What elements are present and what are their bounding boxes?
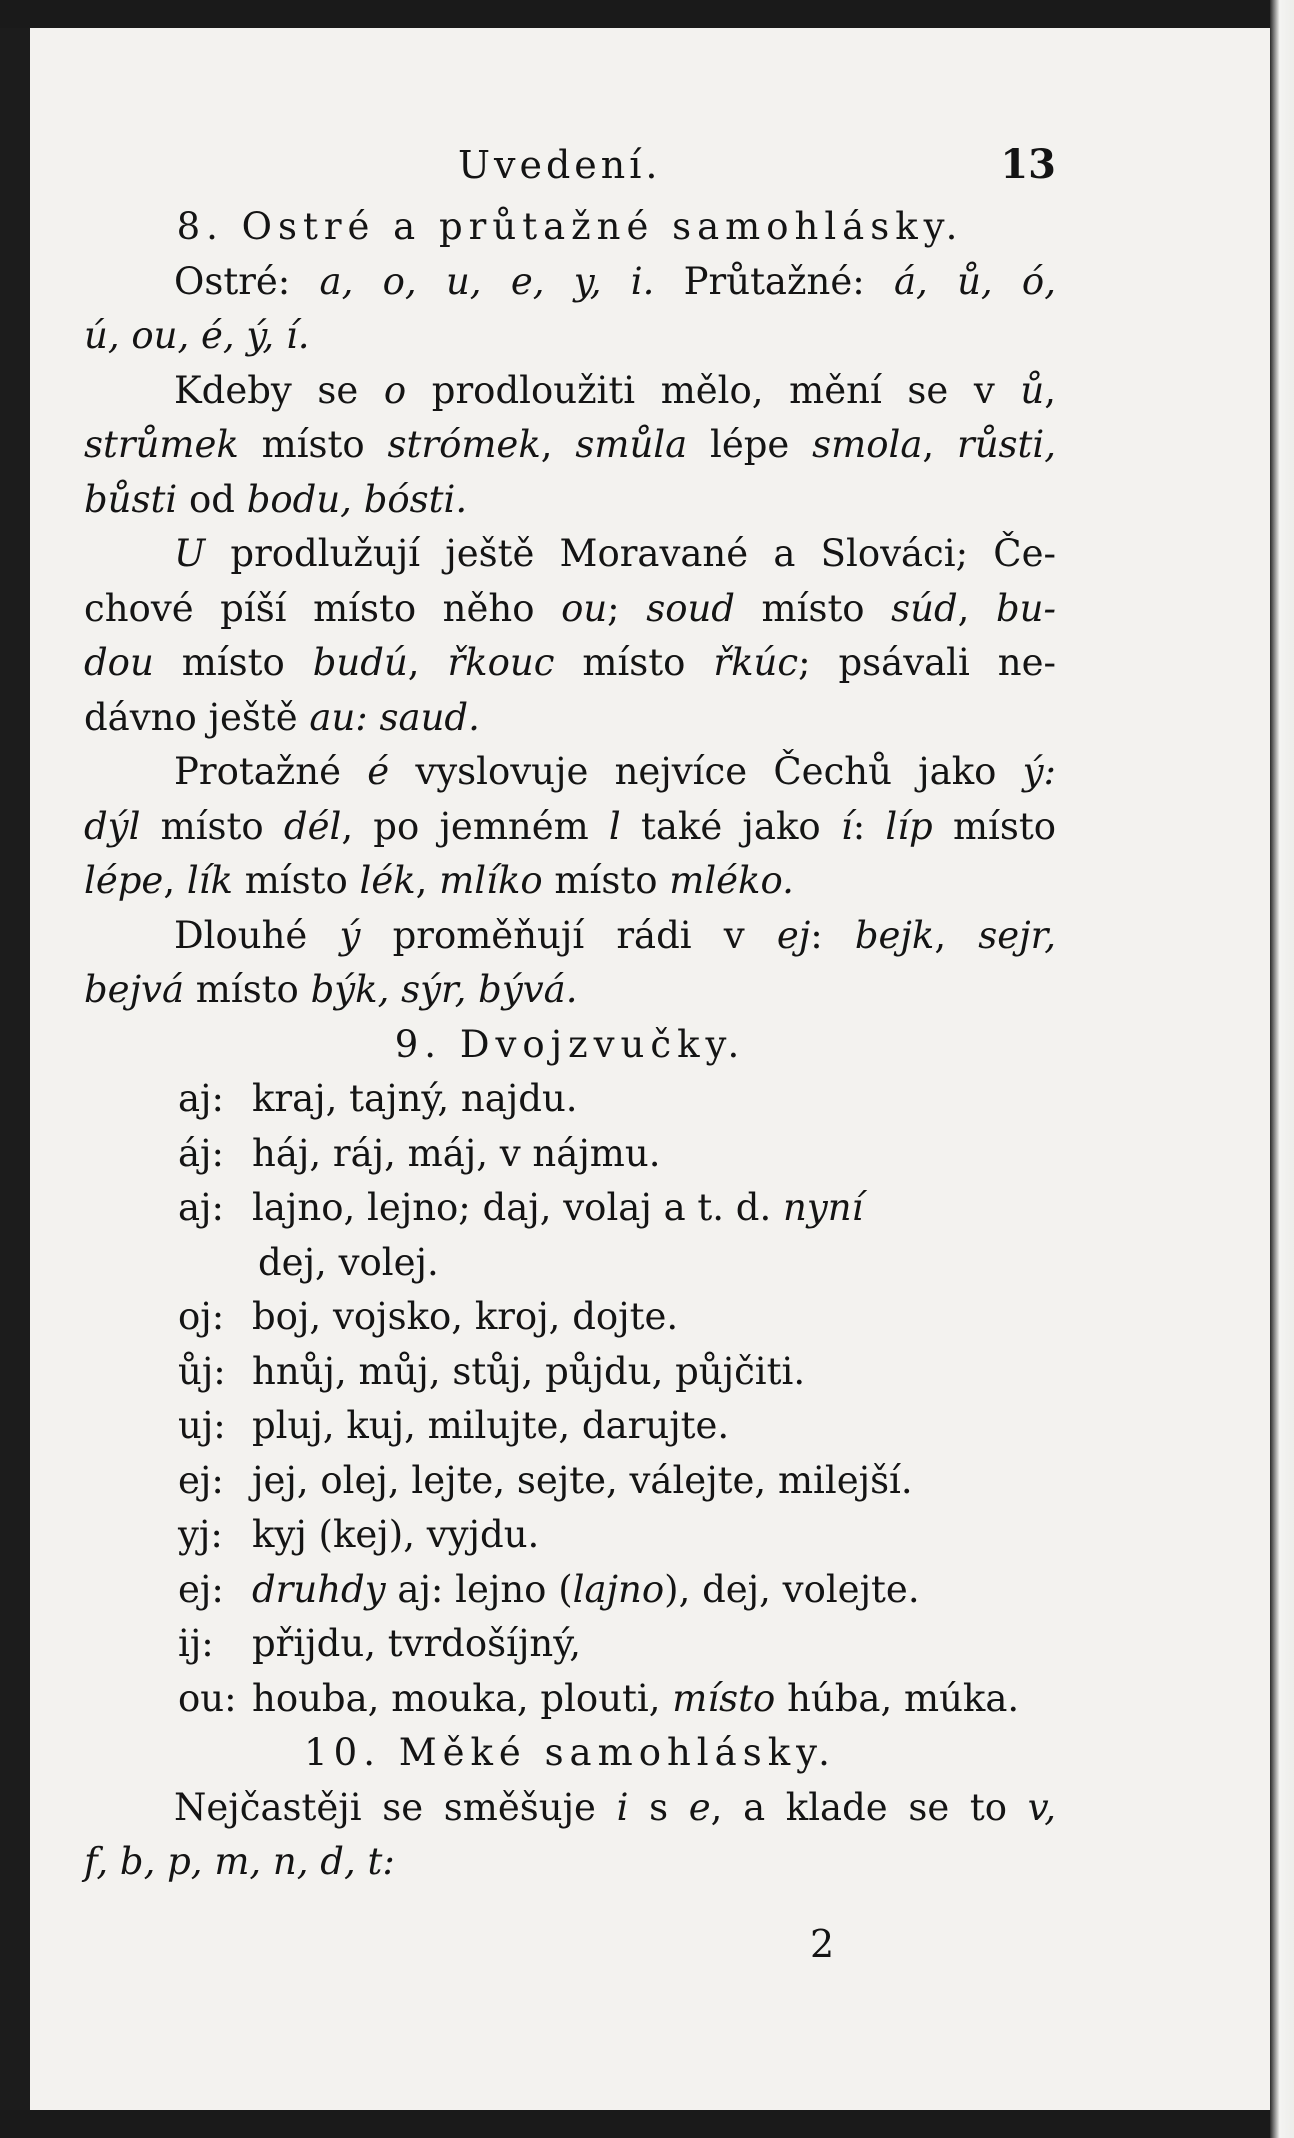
diphthong-key: ou:: [178, 1676, 237, 1720]
diphthong-key: áj:: [178, 1131, 224, 1175]
diphthong-row: [84, 1127, 1056, 1182]
diphthong-examples: húba, múka.: [775, 1676, 1020, 1720]
diphthong-row: [84, 1399, 1056, 1454]
s8-line-10: Protažné é vyslovuje nejvíce Čechů jako ý:: [174, 750, 1056, 793]
diphthong-examples: kraj, tajný, najdu.: [252, 1077, 578, 1120]
diphthong-examples: přijdu, tvrdošíjný,: [252, 1622, 582, 1665]
s8-line-5: bůsti od bodu, bósti.: [84, 477, 468, 521]
diphthong-key: aj:: [178, 1186, 224, 1229]
scan-right-edge: [1270, 0, 1294, 2138]
diphthong-row: [84, 1617, 1056, 1672]
diphthong-row: [84, 1290, 1056, 1345]
section-8-heading: 8. Ostré a průtažné samohlásky.: [176, 205, 964, 248]
s8-line-2: ú, ou, é, ý, í.: [84, 314, 310, 357]
s8-line-4: strůmek místo strómek, smůla lépe smola, růsti,: [84, 423, 1056, 466]
diphthong-examples: místo: [672, 1676, 776, 1720]
diphthong-key: oj:: [178, 1295, 225, 1338]
diphthong-key: ůj:: [178, 1349, 226, 1393]
diphthong-key: ij:: [178, 1622, 214, 1665]
s8-line-6: U prodlužují ještě Moravané a Slováci; Če-: [174, 532, 1056, 575]
diphthong-examples: druhdy: [252, 1567, 386, 1611]
diphthong-examples: ), dej, volejte.: [664, 1567, 920, 1611]
diphthong-examples: lajno: [572, 1567, 665, 1611]
header-title: Uvedení.: [458, 142, 662, 187]
s8-line-3: Kdeby se o prodloužiti mělo, mění se v ů,: [174, 368, 1056, 412]
scan-left-edge: [0, 28, 30, 2110]
running-header: [84, 130, 1056, 200]
diphthong-key: yj:: [178, 1513, 223, 1556]
page-number: 13: [1000, 140, 1056, 188]
diphthong-examples: jej, olej, lejte, sejte, válejte, milejší.: [252, 1458, 913, 1502]
s10-line-2: f, b, p, m, n, d, t:: [84, 1840, 395, 1883]
diphthong-examples: pluj, kuj, milujte, darujte.: [252, 1404, 730, 1447]
s8-line-13: Dlouhé ý proměňují rádi v ej: bejk, sejr,: [174, 913, 1057, 957]
s8-line-14: bejvá místo býk, sýr, bývá.: [84, 968, 578, 1011]
diphthong-row: [84, 1454, 1056, 1509]
diphthong-key: uj:: [178, 1404, 226, 1447]
s8-line-1: Ostré: a, o, u, e, y, i. Průtažné: á, ů, ó,: [174, 259, 1056, 303]
diphthong-row: [84, 1181, 1056, 1236]
diphthong-examples: boj, vojsko, kroj, dojte.: [252, 1295, 679, 1338]
diphthong-examples: háj, ráj, máj, v nájmu.: [252, 1131, 661, 1175]
s8-line-11: dýl místo dél, po jemném l také jako í: líp místo: [84, 804, 1056, 848]
diphthong-row: [84, 1072, 1056, 1127]
diphthong-row: [84, 1508, 1056, 1563]
diphthong-row: [84, 1236, 1056, 1291]
diphthong-examples: nyní: [783, 1186, 864, 1229]
diphthong-key: aj:: [178, 1077, 224, 1120]
text-column: [84, 130, 1056, 1890]
diphthong-row: [84, 1345, 1056, 1400]
diphthong-examples: kyj (kej), vyjdu.: [252, 1513, 540, 1556]
diphthong-examples: hnůj, můj, stůj, půjdu, půjčiti.: [252, 1349, 806, 1393]
diphthong-key: ej:: [178, 1567, 224, 1611]
diphthong-examples: lajno, lejno; daj, volaj a t. d.: [252, 1186, 783, 1229]
s8-line-8: dou místo budú, řkouc místo řkúc; psávali ne-: [84, 641, 1057, 684]
diphthong-examples: aj: lejno (: [385, 1567, 573, 1611]
section-10-heading: 10. Měké samohlásky.: [304, 1731, 836, 1774]
diphthong-row: [84, 1672, 1056, 1727]
s8-line-9: dávno ještě au: saud.: [84, 695, 480, 739]
s10-line-1: Nejčastěji se směšuje i s e, a klade se to v,: [174, 1785, 1056, 1829]
s8-line-7: chové píší místo něho ou; soud místo súd, bu-: [84, 586, 1056, 630]
signature-mark: 2: [810, 1922, 835, 1966]
diphthong-examples: houba, mouka, plouti,: [252, 1676, 673, 1720]
diphthong-examples: dej, volej.: [258, 1240, 439, 1284]
section-9-heading: 9. Dvojzvučky.: [394, 1022, 746, 1066]
diphthong-row: [84, 1563, 1056, 1618]
diphthong-list: [84, 1072, 1056, 1726]
diphthong-key: ej:: [178, 1458, 224, 1502]
s8-line-12: lépe, lík místo lék, mlíko místo mléko.: [84, 859, 794, 902]
